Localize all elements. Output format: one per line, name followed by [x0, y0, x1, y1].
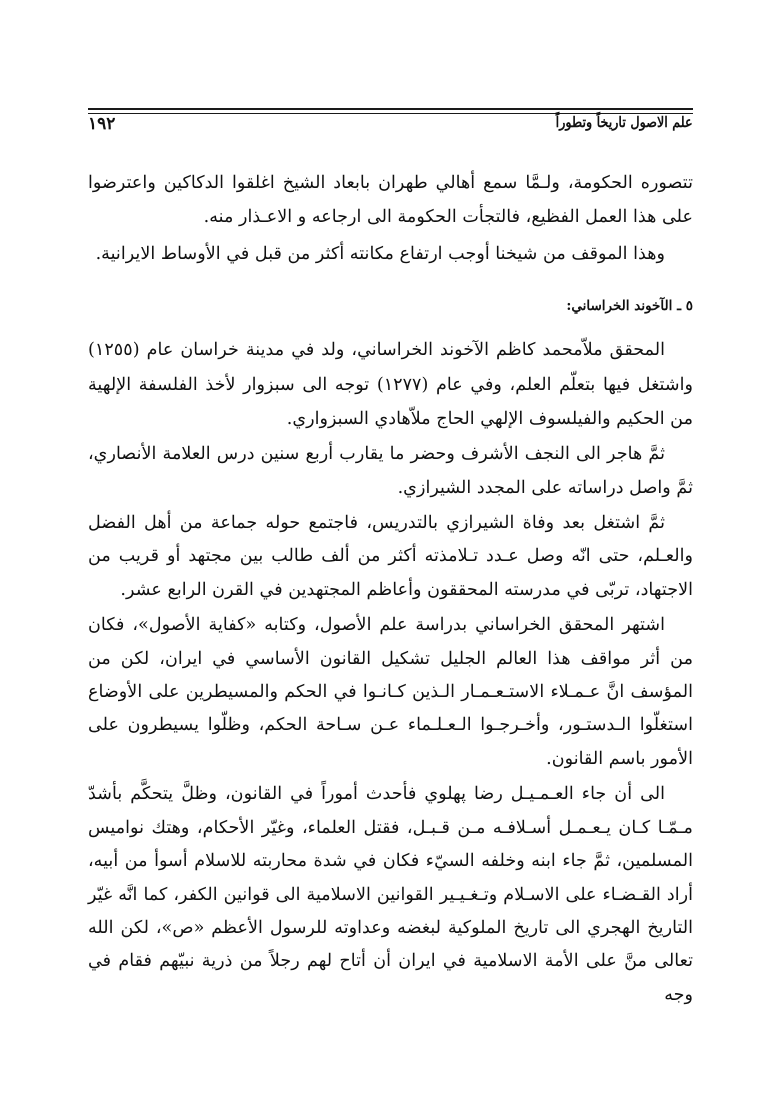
- paragraph-5: ثمَّ اشتغل بعد وفاة الشيرازي بالتدريس، فاجتمع حوله جماعة من أهل الفضل والعـلم، حتى انّه وصل عـدد تـلامذته أكثر من ألف طالب بين مجتهد أو قريب من الاجتهاد، تربّى في مدرسته المحققون وأعاظم المجتهدين في القرن الرابع عشر.: [88, 512, 693, 600]
- page-body: [88, 166, 693, 1012]
- page-content: [88, 108, 693, 1077]
- section-heading-akhund-khurasani: ٥ ـ الآخوند الخراساني:: [566, 297, 693, 314]
- paragraph-7: الى أن جاء العـمـيـل رضا پهلوي فأحدث أموراً في القانون، وظلَّ يتحكَّم بأشدّ مـمّـا كـان يـعـمـل أسـلافـه مـن قـبـل، فقتل العلماء، وغيّر الأحكام، وهتك نواميس المسلمين، ثمَّ جاء ابنه وخلفه السيّء فكان في شدة محاربته للاسلام أسوأ من أبيه، أراد القـضـاء على الاسـلام وتـغـيـير القوانين الاسلامية الى قوانين الكفر، كما انَّه غيّر التاريخ الهجري الى تاريخ الملوكية لبغضه وعداوته للرسول الأعظم «ص»، لكن الله تعالى منَّ على الأمة الاسلامية في ايران أن أتاح لهم رجلاً من ذرية نبيّهم فقام في وجه: [88, 784, 693, 1005]
- paragraph-2: وهذا الموقف من شيخنا أوجب ارتفاع مكانته أكثر من قبل في الأوساط الايرانية.: [95, 243, 665, 264]
- page-header: [88, 108, 693, 148]
- page-number: ١٩٢: [88, 114, 116, 134]
- paragraph-3: المحقق ملاّمحمد كاظم الآخوند الخراساني، ولد في مدينة خراسان عام (١٢٥٥) واشتغل فيها بتعلّم العلم، وفي عام (١٢٧٧) توجه الى سبزوار لأخذ الفلسفة الإلهية من الحكيم والفيلسوف الإلهي الحاج ملاّهادي السبزواري.: [88, 340, 693, 429]
- header-inner: [88, 114, 693, 134]
- paragraph-4: ثمَّ هاجر الى النجف الأشرف وحضر ما يقارب أربع سنين درس العلامة الأنصاري، ثمَّ واصل دراساته على المجدد الشيرازي.: [88, 444, 693, 498]
- book-title: علم الاصول تاريخاً وتطوراً: [556, 114, 693, 131]
- paragraph-1: تتصوره الحكومة، ولـمَّا سمع أهالي طهران بابعاد الشيخ اغلقوا الدكاكين واعترضوا على هذا العمل الفظيع، فالتجأت الحكومة الى ارجاعه و الاعـذار منه.: [88, 173, 693, 228]
- paragraph-6: اشتهر المحقق الخراساني بدراسة علم الأصول، وكتابه «كفاية الأصول»، فكان من أثر مواقف هذا العالم الجليل تشكيل القانون الأساسي في ايران، لكن من المؤسف انَّ عـمـلاء الاستـعـمـار الـذين كـانـوا في الحكم والمسيطرين على الأوضاع استغلّوا الـدستـور، وأخـرجـوا الـعـلـماء عـن سـاحة الحكم، وظلّوا يسيطرون على الأمور باسم القانون.: [88, 615, 693, 769]
